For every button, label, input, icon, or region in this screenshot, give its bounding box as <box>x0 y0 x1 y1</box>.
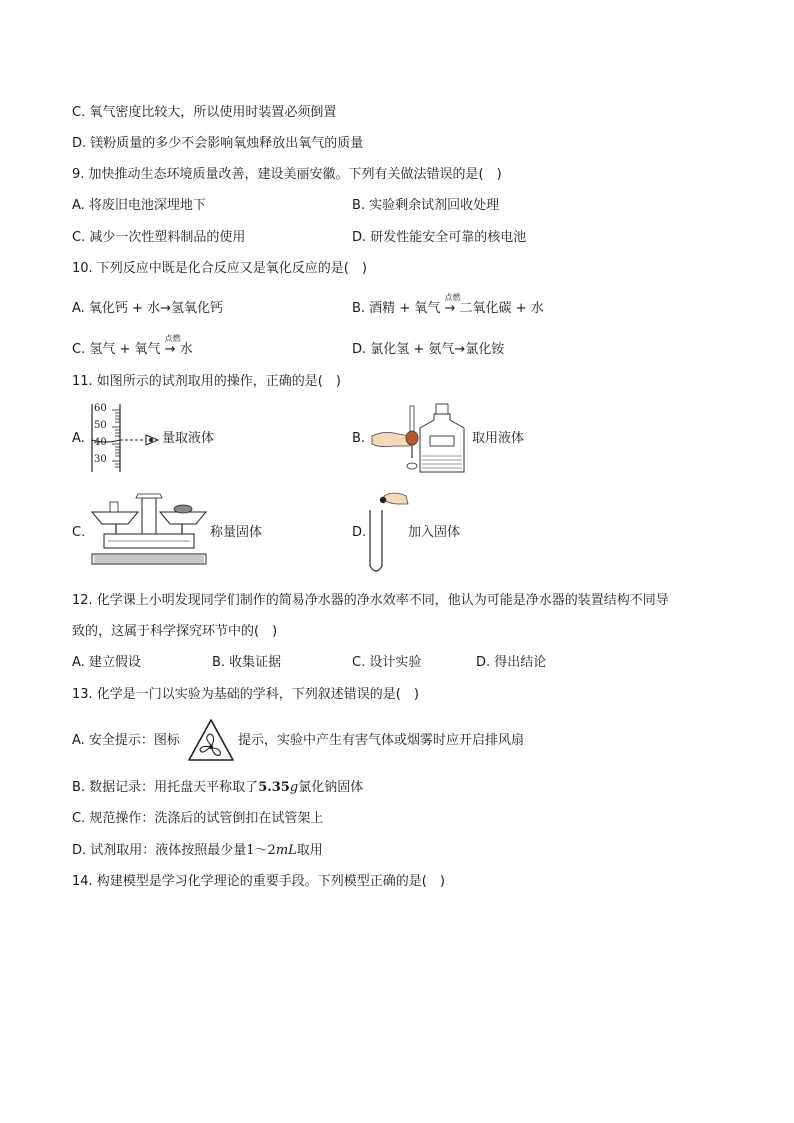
q12-stem-line1: 12. 化学课上小明发现同学们制作的简易净水器的净水效率不同，他认为可能是净水器的装置结构不同导 <box>72 593 669 608</box>
q10-option-b-reactants: B. 酒精 + 氧气 <box>352 301 441 316</box>
q12-option-d: D. 得出结论 <box>476 655 547 670</box>
q12-stem-line2: 致的，这属于科学探究环节中的( ) <box>72 624 278 639</box>
q11-option-d-letter: D. <box>352 525 367 540</box>
q8-option-c: C. 氧气密度比较大，所以使用时装置必须倒置 <box>72 105 337 120</box>
q13-option-d-unit: mL <box>275 843 297 858</box>
cylinder-tick-30: 30 <box>94 454 107 465</box>
q11-option-a-letter: A. <box>72 431 85 446</box>
q11-option-d-label: 加入固体 <box>408 525 461 540</box>
q10-option-c-products: 水 <box>179 342 193 357</box>
q13-option-d-value: 1～2 <box>246 843 276 858</box>
q11-stem: 11. 如图所示的试剂取用的操作，正确的是( ) <box>72 374 341 389</box>
q10-option-c-condition: 点燃 <box>164 334 181 343</box>
q11-option-b-letter: B. <box>352 431 366 446</box>
q10-option-b-products: 二氧化碳 + 水 <box>459 301 544 316</box>
q10-option-b <box>352 293 544 318</box>
cylinder-tick-50: 50 <box>94 420 107 431</box>
q13-option-d: D. 试剂取用：液体按照最少量1～2mL取用 <box>72 843 323 858</box>
cylinder-tick-60: 60 <box>94 403 107 414</box>
q10-option-c-arrow: 点燃 → <box>165 341 176 359</box>
q9-option-b: B. 实验剩余试剂回收处理 <box>352 198 500 213</box>
q10-option-a: A. 氧化钙 + 水→氢氧化钙 <box>72 301 223 316</box>
q10-option-c-reactants: C. 氢气 + 氧气 <box>72 342 161 357</box>
q8-option-d: D. 镁粉质量的多少不会影响氧烛释放出氧气的质量 <box>72 136 364 151</box>
q13-option-b: B. 数据记录：用托盘天平称取了5.35g氯化钠固体 <box>72 780 364 795</box>
q14-stem: 14. 构建模型是学习化学理论的重要手段。下列模型正确的是( ) <box>72 874 445 889</box>
cylinder-tick-40: 40 <box>94 437 107 448</box>
q10-option-b-condition: 点燃 <box>444 293 461 302</box>
balance-scale-image <box>88 492 210 568</box>
q9-option-c: C. 减少一次性塑料制品的使用 <box>72 230 246 245</box>
q10-stem: 10. 下列反应中既是化合反应又是氧化反应的是( ) <box>72 261 367 276</box>
q13-option-b-unit: g <box>289 780 299 795</box>
q9-stem: 9. 加快推动生态环境质量改善，建设美丽安徽。下列有关做法错误的是( ) <box>72 167 502 182</box>
q9-option-a: A. 将废旧电池深埋地下 <box>72 198 206 213</box>
q9-option-d: D. 研发性能安全可靠的核电池 <box>352 230 527 245</box>
q10-option-d: D. 氯化氢 + 氨气→氯化铵 <box>352 342 505 357</box>
q11-option-c-label: 称量固体 <box>210 525 263 540</box>
q12-option-b: B. 收集证据 <box>212 655 282 670</box>
q11-option-a-label: 量取液体 <box>162 431 215 446</box>
q12-option-c: C. 设计实验 <box>352 655 422 670</box>
q13-option-a-pre: A. 安全提示：图标 <box>72 733 180 748</box>
q10-option-c <box>72 334 193 359</box>
q13-option-c: C. 规范操作：洗涤后的试管倒扣在试管架上 <box>72 811 324 826</box>
q11-option-b-label: 取用液体 <box>472 431 525 446</box>
q12-option-a: A. 建立假设 <box>72 655 141 670</box>
q10-option-b-arrow: 点燃 → <box>444 300 455 318</box>
exhaust-fan-icon <box>186 717 236 763</box>
test-tube-image <box>364 488 410 576</box>
dropper-bottle-image <box>370 402 470 474</box>
q13-option-a-post: 提示，实验中产生有害气体或烟雾时应开启排风扇 <box>238 733 525 748</box>
q13-option-b-value: 5.35 <box>258 780 290 795</box>
q13-stem: 13. 化学是一门以实验为基础的学科，下列叙述错误的是( ) <box>72 687 419 702</box>
q11-option-c-letter: C. <box>72 525 86 540</box>
